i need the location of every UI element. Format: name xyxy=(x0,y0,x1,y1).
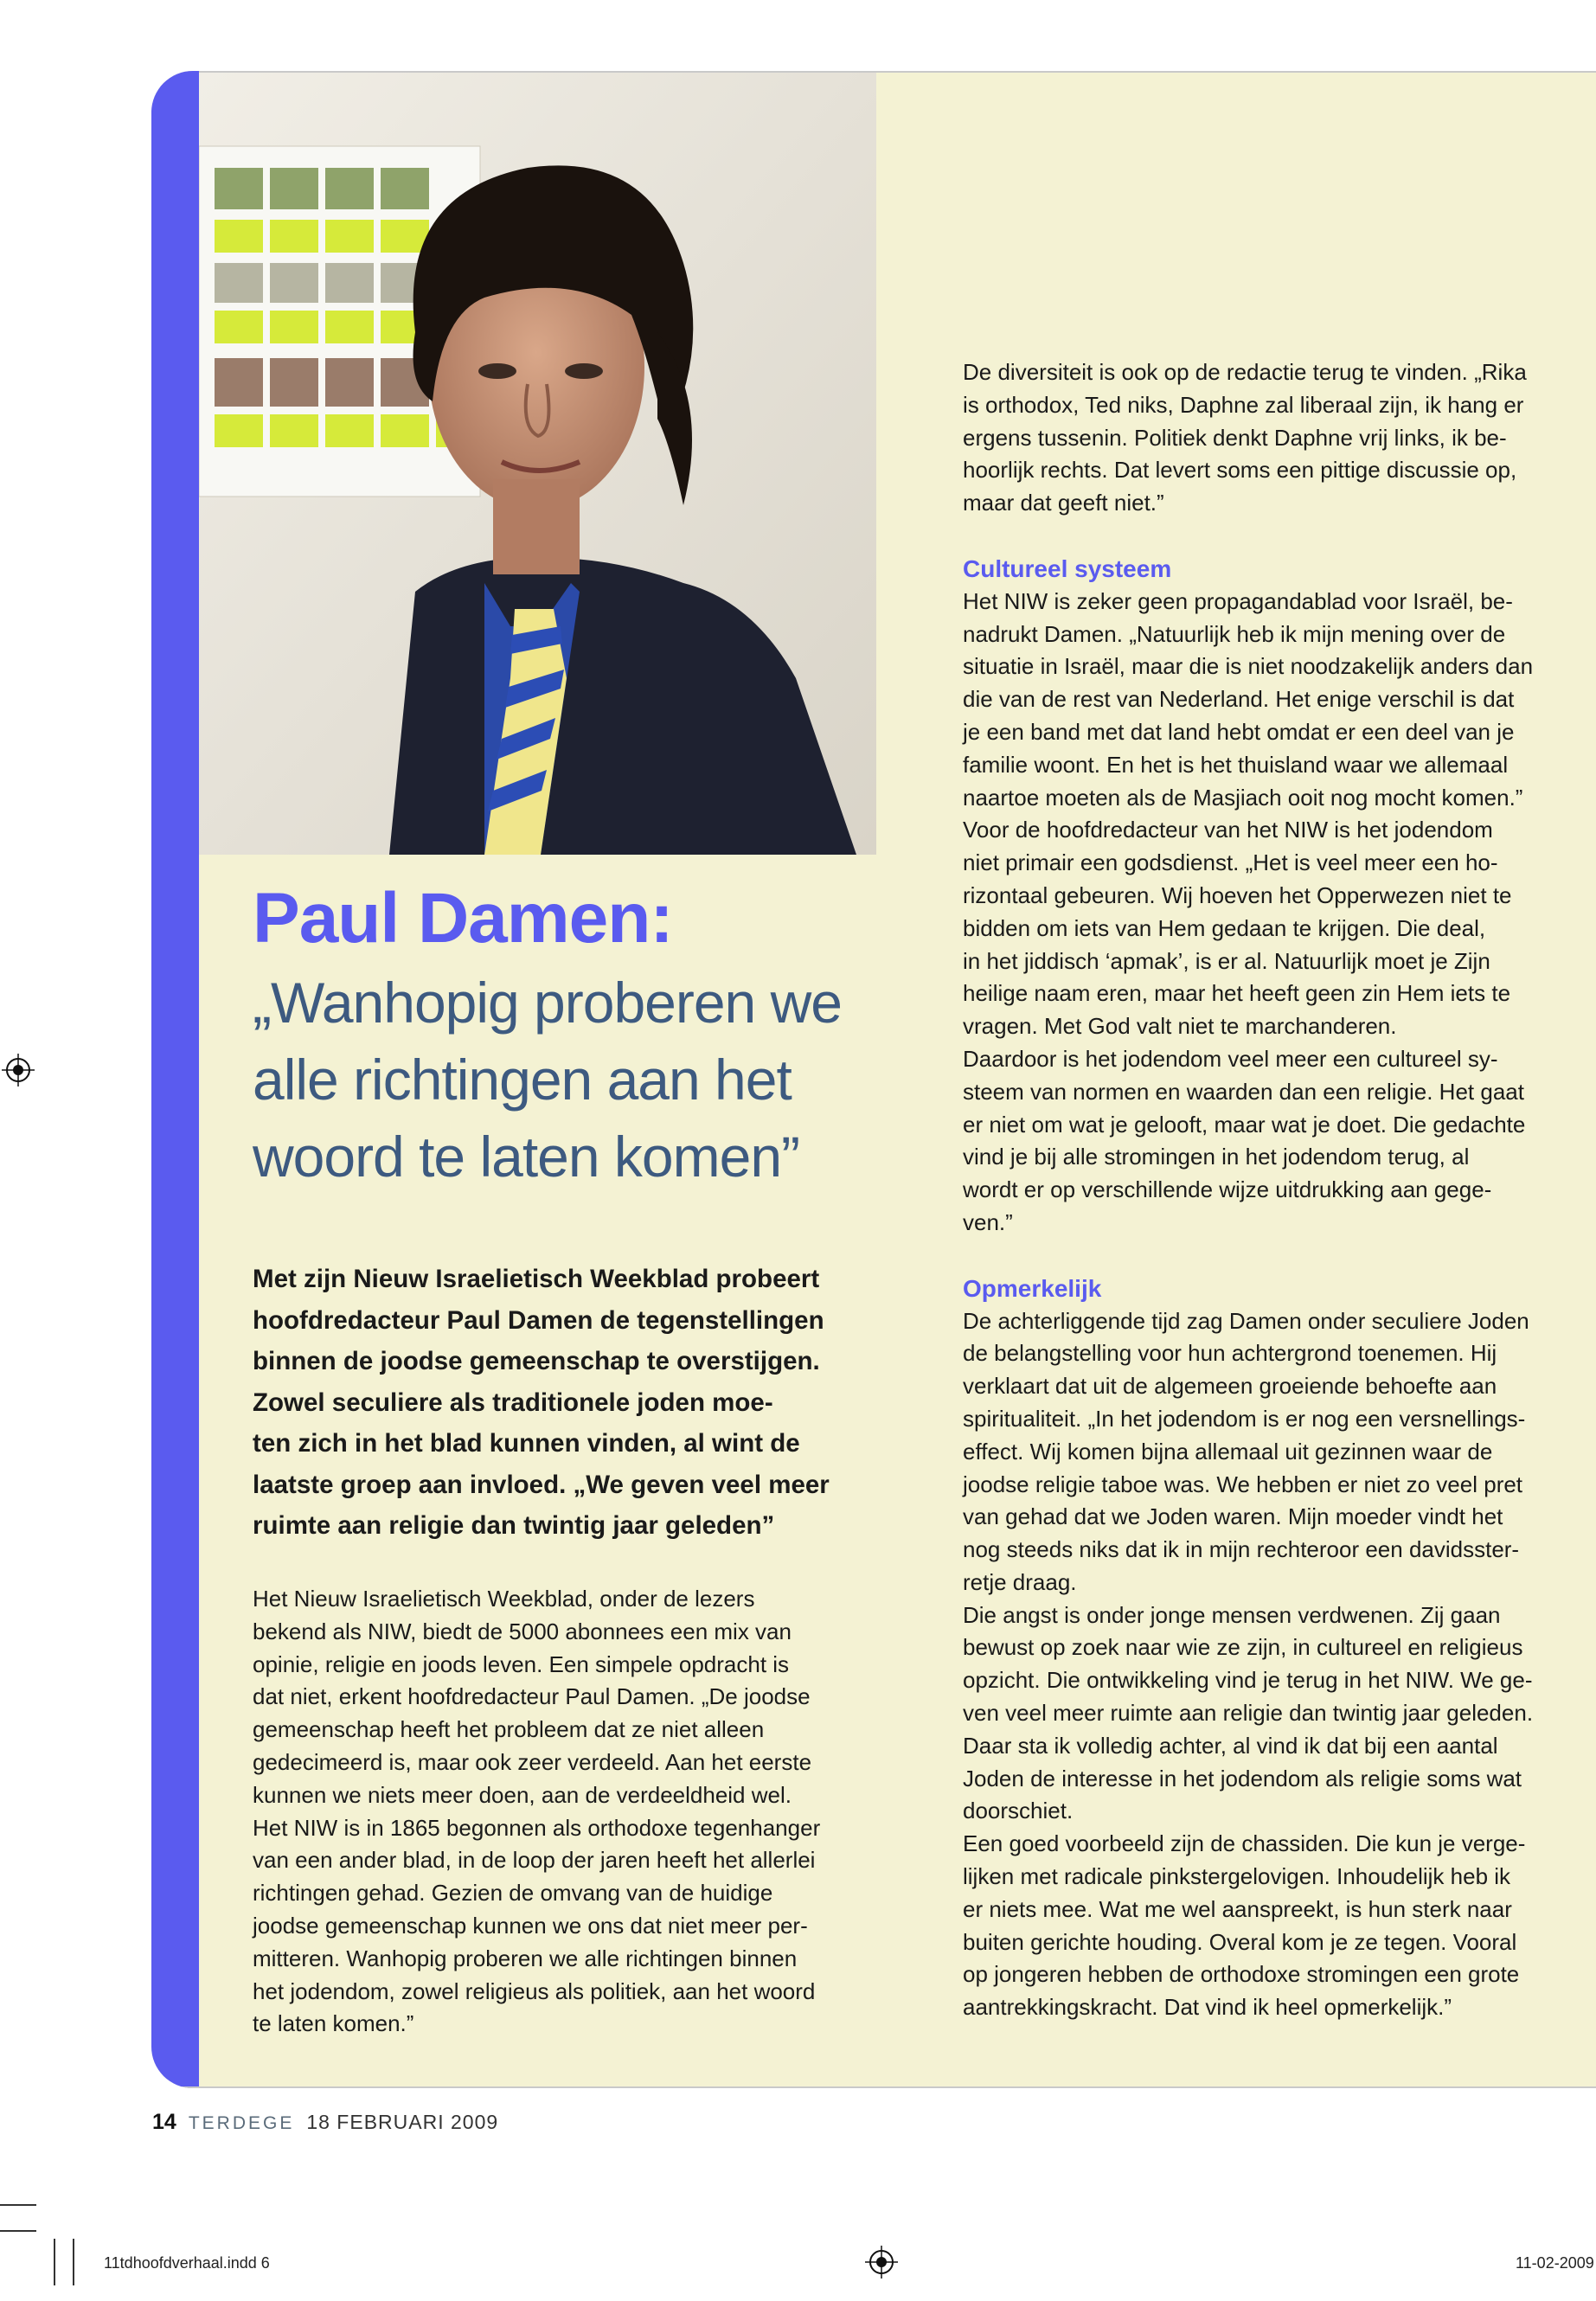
crop-mark xyxy=(0,2230,36,2232)
body-line: op jongeren hebben de orthodoxe stromingen een grote xyxy=(963,1961,1520,1988)
lead-line: ten zich in het blad kunnen vinden, al wint de xyxy=(253,1429,800,1458)
body-line: aantrekkingskracht. Dat vind ik heel opmerkelijk.” xyxy=(963,1994,1452,2021)
crop-mark xyxy=(54,2239,55,2285)
lead-line: binnen de joodse gemeenschap te overstijgen. xyxy=(253,1347,820,1375)
lead-line: Met zijn Nieuw Israelietisch Weekblad probeert xyxy=(253,1265,820,1293)
lead-line: laatste groep aan invloed. „We geven veel meer xyxy=(253,1470,830,1499)
body-line: Daardoor is het jodendom veel meer een cultureel sy- xyxy=(963,1045,1498,1072)
body-line: Daar sta ik volledig achter, al vind ik dat bij een aantal xyxy=(963,1732,1498,1759)
body-line: maar dat geeft niet.” xyxy=(963,490,1164,516)
body-line: er niet om wat je gelooft, maar wat je doet. Die gedachte xyxy=(963,1111,1526,1138)
body-line: vragen. Met God valt niet te marchanderen. xyxy=(963,1013,1397,1040)
right-body-column xyxy=(963,356,1577,2024)
body-line: rizontaal gebeuren. Wij hoeven het Opperwezen niet te xyxy=(963,881,1512,908)
body-line: de belangstelling voor hun achtergrond toenemen. Hij xyxy=(963,1340,1497,1367)
body-line: gedecimeerd is, maar ook zeer verdeeld. Aan het eerste xyxy=(253,1748,812,1775)
body-line: Joden de interesse in het jodendom als religie soms wat xyxy=(963,1765,1522,1791)
left-body-column xyxy=(253,1583,884,2041)
body-line: nadrukt Damen. „Natuurlijk heb ik mijn mening over de xyxy=(963,620,1506,647)
registration-mark-icon xyxy=(865,2246,898,2279)
subtitle-line: alle richtingen aan het xyxy=(253,1048,792,1112)
body-line: naartoe moeten als de Masjiach ooit nog mocht komen.” xyxy=(963,784,1523,811)
body-line: Die angst is onder jonge mensen verdwenen. Zij gaan xyxy=(963,1601,1501,1628)
body-line: De achterliggende tijd zag Damen onder seculiere Joden xyxy=(963,1307,1529,1334)
article-lead xyxy=(253,1259,884,1547)
body-line: lijken met radicale pinkstergelovigen. Inhoudelijk heb ik xyxy=(963,1863,1511,1890)
subtitle-line: woord te laten komen” xyxy=(253,1125,800,1189)
body-line: hoorlijk rechts. Dat levert soms een pittige discussie op, xyxy=(963,457,1517,484)
body-line: te laten komen.” xyxy=(253,2010,414,2037)
body-line: De diversiteit is ook op de redactie terug te vinden. „Rika xyxy=(963,359,1527,385)
registration-mark-icon xyxy=(2,1054,35,1086)
body-line: dat niet, erkent hoofdredacteur Paul Damen. „De joodse xyxy=(253,1683,811,1710)
panel-bottom-rule xyxy=(151,2086,1596,2088)
issue-date: 18 FEBRUARI 2009 xyxy=(306,2111,499,2133)
body-line: situatie in Israël, maar die is niet noodzakelijk anders dan xyxy=(963,653,1534,680)
body-line: je een band met dat land hebt omdat er een deel van je xyxy=(963,718,1515,745)
section-heading-opmerkelijk: Opmerkelijk xyxy=(963,1274,1102,1302)
body-line: effect. Wij komen bijna allemaal uit gezinnen waar de xyxy=(963,1438,1493,1465)
body-line: doorschiet. xyxy=(963,1798,1074,1824)
body-line: opinie, religie en joods leven. Een simpele opdracht is xyxy=(253,1650,790,1677)
body-line: het jodendom, zowel religieus als politiek, aan het woord xyxy=(253,1977,816,2004)
body-line: ven.” xyxy=(963,1208,1013,1235)
body-line: ven veel meer ruimte aan religie dan twintig jaar geleden. xyxy=(963,1700,1534,1727)
body-line: van een ander blad, in de loop der jaren heeft het allerlei xyxy=(253,1847,816,1874)
article-title: Paul Damen: xyxy=(253,879,673,958)
body-line: familie woont. En het is het thuisland waar we allemaal xyxy=(963,751,1509,778)
body-line: Het Nieuw Israelietisch Weekblad, onder de lezers xyxy=(253,1586,755,1612)
page-footer xyxy=(152,2110,498,2135)
body-line: retje draag. xyxy=(963,1568,1077,1595)
body-line: wordt er op verschillende wijze uitdrukking aan gege- xyxy=(963,1176,1492,1203)
body-line: gemeenschap heeft het probleem dat ze niet alleen xyxy=(253,1716,765,1743)
body-line: ergens tussenin. Politiek denkt Daphne vrij links, ik be- xyxy=(963,424,1507,451)
body-line: verklaart dat uit de algemeen groeiende behoefte aan xyxy=(963,1373,1497,1400)
subtitle-line: „Wanhopig proberen we xyxy=(253,971,842,1035)
body-line: Een goed voorbeeld zijn de chassiden. Die kun je verge- xyxy=(963,1830,1526,1857)
crop-mark xyxy=(73,2239,74,2285)
body-line: buiten gerichte houding. Overal kom je ze tegen. Vooral xyxy=(963,1928,1517,1955)
body-line: steem van normen en waarden dan een religie. Het gaat xyxy=(963,1078,1524,1105)
body-line: bidden om iets van Hem gedaan te krijgen. Die deal, xyxy=(963,914,1486,941)
body-line: joodse religie taboe was. We hebben er niet zo veel pret xyxy=(963,1471,1523,1497)
page-number: 14 xyxy=(152,2110,176,2134)
body-line: Het NIW is in 1865 begonnen als orthodoxe tegenhanger xyxy=(253,1814,821,1841)
body-line: nog steeds niks dat ik in mijn rechteroor een davidsster- xyxy=(963,1536,1520,1563)
lead-line: ruimte aan religie dan twintig jaar geleden” xyxy=(253,1511,775,1540)
body-line: van gehad dat we Joden waren. Mijn moeder vindt het xyxy=(963,1503,1503,1530)
body-line: opzicht. Die ontwikkeling vind je terug in het NIW. We ge- xyxy=(963,1667,1533,1694)
slug-filename: 11tdhoofdverhaal.indd 6 xyxy=(104,2254,270,2272)
lead-line: Zowel seculiere als traditionele joden moe- xyxy=(253,1388,773,1417)
body-line: heilige naam eren, maar het heeft geen zin Hem iets te xyxy=(963,980,1511,1007)
slug-date: 11-02-2009 xyxy=(1516,2254,1594,2272)
body-line: Voor de hoofdredacteur van het NIW is het jodendom xyxy=(963,817,1493,843)
body-line: richtingen gehad. Gezien de omvang van de huidige xyxy=(253,1880,773,1907)
crop-mark xyxy=(0,2204,36,2206)
body-line: vind je bij alle stromingen in het jodendom terug, al xyxy=(963,1144,1470,1170)
body-line: spiritualiteit. „In het jodendom is er nog een versnellings- xyxy=(963,1405,1526,1432)
body-line: in het jiddisch ‘apmak’, is er al. Natuurlijk moet je Zijn xyxy=(963,947,1490,974)
body-line: bewust op zoek naar wie ze zijn, in cultureel en religieus xyxy=(963,1634,1523,1661)
body-line: is orthodox, Ted niks, Daphne zal liberaal zijn, ik hang er xyxy=(963,391,1524,418)
body-line: joodse gemeenschap kunnen we ons dat niet meer per- xyxy=(253,1912,808,1939)
section-heading-cultureel: Cultureel systeem xyxy=(963,554,1172,582)
body-line: er niets mee. Wat me wel aanspreekt, is hun sterk naar xyxy=(963,1895,1512,1922)
body-line: niet primair een godsdienst. „Het is veel meer een ho- xyxy=(963,849,1498,876)
body-line: die van de rest van Nederland. Het enige verschil is dat xyxy=(963,686,1515,713)
body-line: mitteren. Wanhopig proberen we alle richtingen binnen xyxy=(253,1945,798,1971)
portrait-photo xyxy=(199,73,876,855)
body-line: kunnen we niets meer doen, aan de verdeeldheid wel. xyxy=(253,1781,792,1808)
accent-bar xyxy=(151,71,199,2088)
magazine-name: TERDEGE xyxy=(188,2113,295,2133)
body-line: bekend als NIW, biedt de 5000 abonnees een mix van xyxy=(253,1618,792,1644)
article-subtitle xyxy=(253,965,875,1195)
lead-line: hoofdredacteur Paul Damen de tegenstellingen xyxy=(253,1305,824,1335)
body-line: Het NIW is zeker geen propagandablad voor Israël, be- xyxy=(963,587,1513,614)
